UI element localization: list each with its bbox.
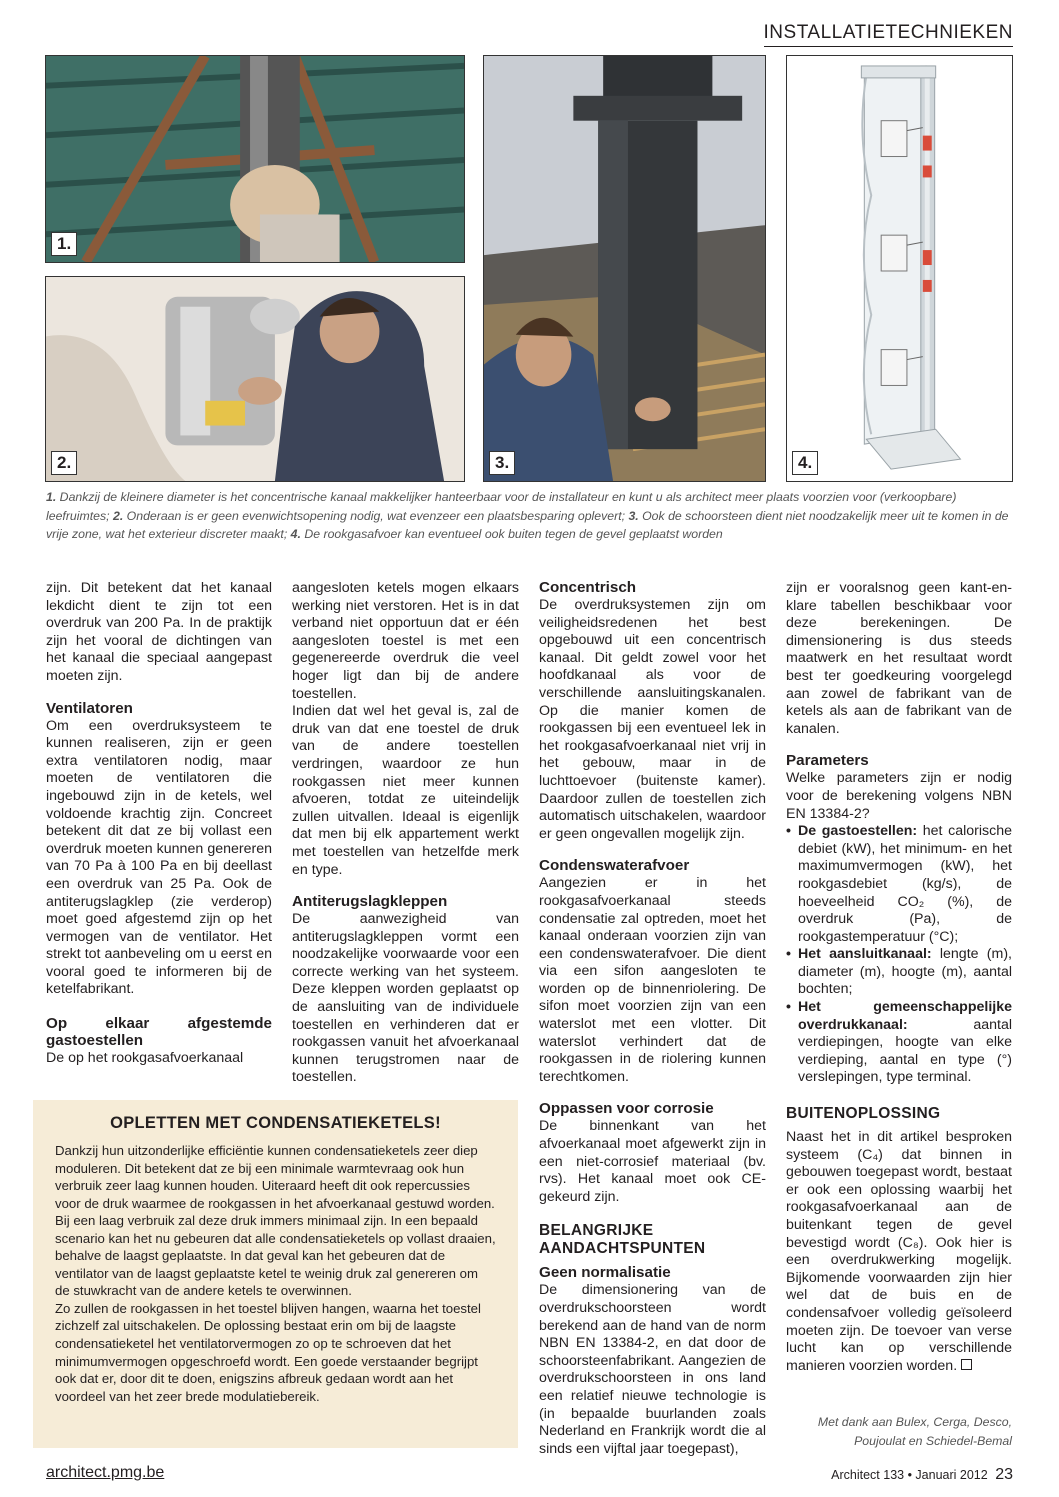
caption-number-2: 2. — [112, 508, 124, 523]
list-item — [786, 999, 1012, 1087]
list-item-label: Het aansluitkanaal: — [798, 946, 932, 963]
photo-2 — [45, 276, 465, 482]
caption-number-1: 1. — [46, 490, 57, 504]
photo-caption — [46, 488, 1012, 544]
column-1 — [46, 580, 272, 1068]
photo-4 — [786, 55, 1013, 482]
col4-paragraph-3-text: Naast het in dit artikel besproken systeem (C₄) dat binnen in gebouwen toegepast wordt, bestaat er ook een oplossing waarbij het rookgasafvoerkanaal aan de buitenkant tegen de gevel bevestigd wordt (C₈). Ook hier is een overdrukwerking mogelijk. Bijkomende voorwaarden zijn hier wel dat de buis en de condensafvoer volledig geïsoleerd moeten zijn. De toevoer van verse lucht kan op verschillende manieren voorzien worden. — [786, 1129, 1012, 1374]
col3-paragraph-3: De binnenkant van het afvoerkanaal moet afgewerkt zijn in een niet-corrosief materiaal (bv. rvs). Het kanaal moet ook CE-gekeurd zijn. — [539, 1118, 766, 1205]
caption-number-4: 4. — [290, 527, 301, 541]
col2-paragraph-2: Indien dat wel het geval is, zal de druk van dat ene toestel de druk van de andere toestellen verdringen, waardoor ze hun rookgassen niet meer kunnen afvoeren, totdat ze uiteindelijk zullen uitvallen. Ideaal is eigenlijk dat men bij elk appartement werkt met toestellen van hetzelfde merk en type. — [292, 703, 519, 878]
list-item-text: lengte (m), diameter (m), hoogte (m), aantal bochten; — [798, 946, 1012, 998]
parameter-list — [786, 823, 1012, 1087]
caption-number-3: 3. — [628, 508, 639, 523]
sidebar-box — [33, 1100, 518, 1448]
footer-website[interactable]: architect.pmg.be — [46, 1464, 165, 1481]
sidebar-box-paragraph-2: Zo zullen de rookgassen in het toestel blijven hangen, waarna het toestel zichzelf zal uitschakelen. De oplossing bestaat erin om bij de laagste condensatieketel het ventilatorvermogen zo op te schroeven dat het minimumvermogen opgeschroefd wordt. Een goede verstaander begrijpt ook dat er, door dit te doen, enigszins afbreuk gedaan wordt aan het voordeel van het zeer brede modulatiebereik. — [55, 1300, 481, 1404]
heading-ventilatoren: Ventilatoren — [46, 699, 133, 717]
heading-parameters: Parameters — [786, 752, 869, 770]
photo-3 — [483, 55, 766, 482]
column-4 — [786, 580, 1012, 1375]
photo-2-image — [46, 277, 464, 481]
heading-antiterugslagkleppen: Antiterugslagkleppen — [292, 893, 448, 911]
footer-issue-text: Architect 133 • Januari 2012 — [831, 1468, 988, 1482]
col3-paragraph-4: De dimensionering van de overdrukschoorsteen wordt berekend aan de hand van de norm NBN EN 13384-2, en dat door de schoorsteenfabrikant. Aangezien de overdrukschoorsteen in ons land een relatief nieuwe technologie is (in bepaalde buurlanden zoals Nederland en Frankrijk wordt die al sinds een vijftal jaar toegepast), — [539, 1282, 766, 1457]
list-item — [786, 946, 1012, 999]
col4-paragraph-2: Welke parameters zijn er nodig voor de berekening volgens NBN EN 13384-2? — [786, 770, 1012, 822]
photo-1-number: 1. — [51, 232, 77, 256]
col4-paragraph-1: zijn er vooralsnog geen kant-en-klare tabellen beschikbaar voor deze berekeningen. De dimensionering is dus steeds maatwerk en het resultaat wordt best ter goedkeuring voorgelegd aan zowel de fabrikant van de ketels als aan de fabrikant van de kanalen. — [786, 580, 1012, 737]
end-of-article-icon — [961, 1359, 972, 1370]
col1-paragraph-3: De op het rookgasafvoerkanaal — [46, 1050, 244, 1067]
col3-paragraph-1: De overdruksystemen zijn om veiligheidsredenen het best opgebouwd uit een concentrisch kanaal. Dit geldt zowel voor het hoofdkanaal als voor de verschillende aansluitingskanalen. Op die manier komen de rookgassen bij een eventueel lek in het rookgasafvoerkanaal niet vrij in het gebouw, maar in de luchttoevoer (buitenste kamer). Daardoor zullen de toestellen zich automatisch uitschakelen, waardoor er geen ongevallen mogelijk zijn. — [539, 597, 766, 842]
photo-1-image — [46, 56, 464, 262]
sidebar-box-body — [55, 1142, 496, 1405]
caption-text-4: De rookgasafvoer kan eventueel ook buiten tegen de gevel geplaatst worden — [300, 527, 723, 541]
list-item-label: Het gemeenschappelijke overdrukkanaal: — [798, 999, 1012, 1033]
caption-text-3: Ook de schoorsteen dient niet noodzakelijk meer uit te komen in de vrije zone, wat het exterieur discreter maakt; — [46, 508, 1009, 541]
sidebar-box-title: OPLETTEN MET CONDENSATIEKETELS! — [110, 1114, 441, 1132]
col4-paragraph-3 — [786, 1129, 1012, 1375]
footer-issue — [831, 1466, 1013, 1484]
heading-belangrijke-aandachtspunten: BELANGRIJKE AANDACHTSPUNTEN — [539, 1222, 706, 1258]
col2-paragraph-3: De aanwezigheid van antiterugslagkleppen vormt een noodzakelijke voorwaarde voor een correcte werking van het systeem. Deze kleppen worden geplaatst op de aansluiting van de individuele toestellen en verhinderen dat er rookgassen vanuit het afvoerkanaal kunnen terugstromen naar de toestellen. — [292, 911, 519, 1086]
photo-3-number: 3. — [489, 451, 515, 475]
photo-4-diagram — [787, 56, 1012, 481]
photo-2-number: 2. — [51, 451, 77, 475]
heading-geen-normalisatie: Geen normalisatie — [539, 1264, 671, 1282]
col2-paragraph-1: aangesloten ketels mogen elkaars werking niet verstoren. Het is in dat verband niet opportuun dat er één aangesloten toestel is met een gegenereerde overdruk die veel hoger ligt dan bij de andere toestellen. — [292, 580, 519, 702]
list-item-text: aantal verdiepingen, hoogte van elke verdieping, aantal en type (°) verslepingen, type terminal. — [798, 1016, 1012, 1086]
caption-text-1: Dankzij de kleinere diameter is het concentrische kanaal makkelijker hanteerbaar voor de installateur en kunt u als architect meer plaats voorzien voor (verkoopbare) leefruimtes; — [46, 490, 957, 523]
photo-1 — [45, 55, 465, 263]
acknowledgement: Met dank aan Bulex, Cerga, Desco, Poujoulat en Schiedel-Bemal — [817, 1415, 1012, 1448]
heading-concentrisch: Concentrisch — [539, 579, 637, 596]
sidebar-box-paragraph-1: Dankzij hun uitzonderlijke efficiëntie kunnen condensatieketels zeer diep moduleren. Dit betekent dat ze bij een minimale warmtevraag ook hun verbruik zeer laag kunnen houden. Uiteraard heeft dit ook repercussies voor de druk waarmee de rookgassen in het afvoerkanaal gestuwd worden. Bij een laag verbruik zal deze druk immers minimaal zijn. In een bepaald scenario kan het nu gebeuren dat alle condensatieketels op vollast draaien, behalve de laagst geplaatste. In dat geval kan het gebeuren dat de ventilator van de laagst geplaatste ketel te weinig druk zal genereren om de stuwkracht van de andere ketels te overwinnen. — [55, 1143, 496, 1299]
list-item — [786, 823, 1012, 946]
column-3 — [539, 579, 766, 1458]
photo-3-image — [484, 56, 765, 481]
col3-paragraph-2: Aangezien er in het rookgasafvoerkanaal steeds condensatie zal optreden, moet het kanaal onderaan voorzien zijn van een condenswaterafvoer. Die dient via een sifon aangesloten te worden op de binnenriolering. De sifon moet voorzien zijn van een waterslot met een vlotter. Dit waterslot verhindert dat de rookgassen in de riolering kunnen terechtkomen. — [539, 875, 766, 1085]
heading-corrosie: Oppassen voor corrosie — [539, 1100, 714, 1118]
caption-text-2: Onderaan is er geen evenwichtsopening nodig, wat evenzeer een plaatsbesparing oplevert; — [123, 508, 629, 523]
col1-paragraph-2: Om een overdruksysteem te kunnen realiseren, zijn er geen extra ventilatoren nodig, maar moeten de ventilatoren die ingebouwd zijn in de ketels, wel voldoende krachtig zijn. Concreet betekent dit dat ze bij vollast een overdruk moeten kunnen genereren van 70 Pa à 100 Pa en bij deellast een overdruk van 25 Pa. Ook de antiterugslagklep (zie verderop) moet goed afgestemd zijn op het vermogen van de ventilator. Het strekt tot aanbeveling om u eerst en vooral goed te informeren bij de ketelfabrikant. — [46, 717, 272, 998]
photo-4-number: 4. — [792, 451, 818, 475]
column-2 — [292, 580, 519, 1087]
page-number: 23 — [995, 1466, 1013, 1483]
heading-op-elkaar: Op elkaar afgestemde gastoestellen — [46, 1015, 272, 1050]
list-item-label: De gastoestellen: — [798, 823, 918, 840]
heading-condenswaterafvoer: Condenswaterafvoer — [539, 857, 690, 875]
col1-paragraph-1: zijn. Dit betekent dat het kanaal lekdicht dient te zijn tot een overdruk van 200 Pa. In de praktijk zijn het vooral de dichtingen van het kanaal die speciaal aangepast moeten zijn. — [46, 580, 272, 684]
list-item-text: het calorische debiet (kW), het minimum- en het maximumvermogen (kW), het rookgasdebiet (kg/s), de hoeveelheid CO₂ (%), de overdruk (Pa), de rookgastemperatuur (°C); — [798, 823, 1012, 945]
section-label: INSTALLATIETECHNIEKEN — [764, 22, 1013, 47]
heading-buitenoplossing: BUITENOPLOSSING — [786, 1105, 941, 1123]
